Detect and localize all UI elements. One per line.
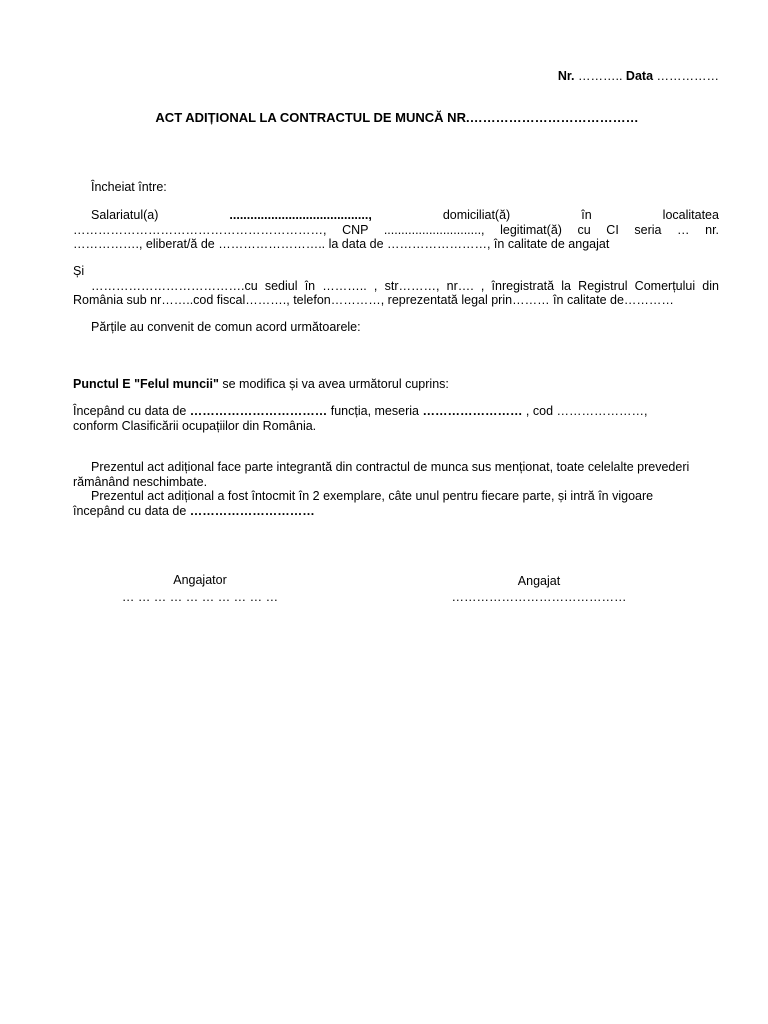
start-line-2: conform Clasificării ocupațiilor din România. (73, 418, 317, 433)
start-paragraph (73, 404, 719, 433)
employee-line-1 (73, 208, 719, 223)
data-dots: …………… (656, 69, 719, 83)
employer-line-1: ……………………………….cu sediul în ……….. , str………, nr…. , înregistrată la Registrul Comerțului din (91, 278, 719, 293)
employer-signature-dots: … … … … … … … … … … (121, 590, 279, 604)
and-label: Și (73, 264, 85, 278)
ci-label: CI (606, 222, 619, 237)
document-title (0, 111, 768, 126)
point-text: se modifica și va avea următorul cuprins: (218, 377, 449, 391)
legit-label: legitimat(ă) (500, 222, 562, 237)
closing-date-dots: ………………………… (189, 503, 315, 518)
closing-line-1: Prezentul act adițional face parte integrantă din contractul de munca sus menționat, toate celelalte prevederi (91, 460, 690, 474)
nr-ci-label: nr. (705, 222, 720, 237)
agreement-text: Părțile au convenit de comun acord următoarele: (91, 320, 361, 334)
job-dots: …………………… (422, 404, 523, 418)
domicile-label: domiciliat(ă) (442, 208, 511, 222)
cnp-label: CNP (342, 222, 369, 237)
closing-date-label: începând cu data de (73, 503, 190, 518)
seria-label: seria (634, 222, 662, 237)
employer-signature-label: Angajator (173, 573, 227, 587)
locality-label: localitatea (662, 208, 719, 222)
start-date-label: Începând cu data de (73, 404, 190, 418)
cnp-dots: ............................, (383, 222, 485, 237)
nr-label: Nr. (557, 69, 575, 83)
start-line-1 (73, 404, 719, 419)
document-number-date (558, 69, 719, 84)
point-label: Punctul E "Felul muncii" (73, 377, 219, 391)
seria-dots: … (677, 222, 690, 237)
closing-line-3: Prezentul act adițional a fost întocmit în 2 exemplare, câte unul pentru fiecare parte, și intră în vigoare (91, 489, 654, 503)
employee-name-dots: ........................................, (229, 208, 372, 222)
employee-signature-dots: …………………………………… (451, 590, 627, 604)
start-date-dots: …………………………… (189, 404, 328, 418)
cod-label: , cod …………………, (522, 404, 648, 418)
employee-label: Salariatul(a) (91, 208, 159, 222)
locality-dots: ……………………………………………………, (73, 222, 327, 237)
employer-line-2: România sub nr……..cod fiscal………., telefon…………, reprezentată legal prin……… în calitate de………… (73, 293, 674, 307)
employee-line-3: ……………., eliberat/ă de …………………….. la data de ……………………, în calitate de angajat (73, 237, 610, 251)
title-dots: ………………………………… (469, 110, 639, 125)
closing-line-4 (73, 504, 719, 519)
closing-line-2: rămânând neschimbate. (73, 474, 208, 489)
title-text: ACT ADIȚIONAL LA CONTRACTUL DE MUNCĂ NR. (155, 110, 470, 125)
employee-paragraph (73, 208, 719, 252)
data-label: Data (625, 69, 654, 83)
cu-label: cu (577, 222, 591, 237)
employee-line-2 (73, 223, 719, 238)
in-label: în (581, 208, 592, 222)
point-heading (73, 377, 719, 392)
intro-text: Încheiat între: (91, 180, 167, 194)
nr-dots: ……….. (577, 69, 623, 83)
employee-signature-label: Angajat (517, 574, 561, 588)
employer-paragraph (73, 264, 719, 308)
closing-paragraph (73, 460, 719, 518)
job-label: funcția, meseria (327, 404, 423, 418)
